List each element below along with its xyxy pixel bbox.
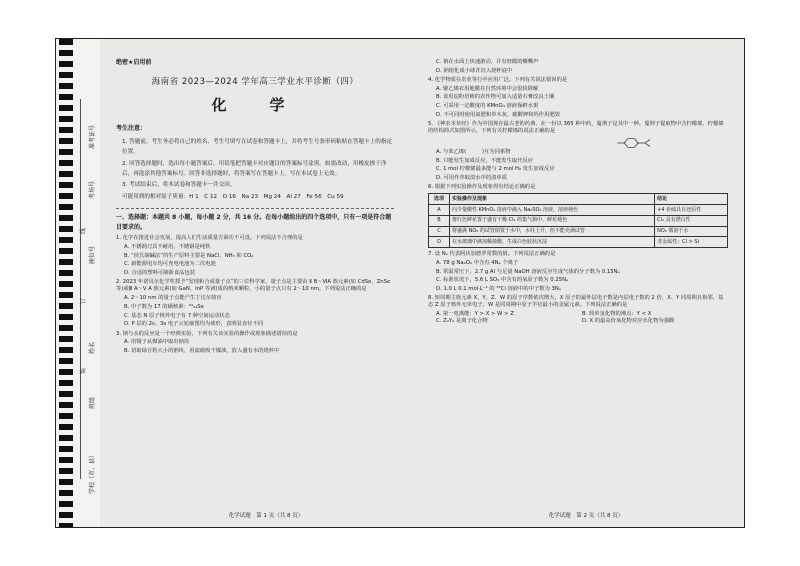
- option-c: C. 新能源电车均可充电电池为二次电池: [124, 261, 216, 268]
- table-cell: B: [429, 215, 450, 226]
- option-b: B. 只能发生加成反应，不能发生取代反应: [436, 157, 534, 164]
- table-cell: 向少量酸性 KMnO₄ 溶液中滴入 Na₂SO₃ 溶液，溶液褪色: [450, 205, 655, 216]
- table-cell: 在水玻璃中滴加稀盐酸，生成白色胶状沉淀: [450, 237, 655, 248]
- exam-title: 海南省 2023—2024 学年高三学业水平诊断（四）: [151, 77, 359, 88]
- option-b: B. 中子数为 17 的硒核素：⁶⁴₃₄Se: [124, 303, 204, 310]
- table-cell: 将红色鲜花置于盛有干燥 Cl₂ 的集气瓶中，鲜花褪色: [450, 215, 655, 226]
- option-a: A. 不锈钢刀具不耐用，不锈钢是纯铁: [124, 243, 211, 250]
- option-a: A. 用镊子从煤油中取出钠块: [124, 339, 190, 346]
- binding-label-room-no: 考场号: [89, 180, 96, 199]
- binding-label-seat-no: 座位号: [89, 245, 96, 264]
- option-d: D. 钠熔化成小球并沉入烧杯底中: [436, 67, 513, 74]
- divider: [116, 208, 394, 209]
- question-stem: 8. 短周期主族元素 X、Y、Z、W 的原子序数依次增大，X 原子的最外层电子数是内层电子数的 2 倍，X、Y 同周期且相邻，基态 Z 原子核外无单电子，W 是同周期中原子半径最小的金属元素。下列说法正确的是: [428, 295, 724, 309]
- page-footer-left: 化学试题 第 1 页（共 8 页）: [228, 513, 304, 519]
- option-a: A. 第一电离能：Y > X > W > Z: [436, 311, 514, 318]
- option-b: B. 常温常压下，2.7 g Al 与足量 NaOH 溶液反应生成气体的分子数为 0.15Nₐ: [436, 268, 620, 275]
- notice-item: 3. 考试结束后，将本试卷和答题卡一并交回。: [122, 182, 236, 189]
- question-2: [116, 279, 394, 328]
- option-a: A. 聚乙烯农用地膜在自然环境中会很快降解: [436, 85, 539, 92]
- section-heading: 一、选择题：本题共 8 小题，每小题 2 分，共 16 分。在每小题给出的四个选项中，只有一项是符合题目要求的。: [116, 214, 392, 231]
- question-7: [428, 251, 728, 293]
- subject-title: 化 学: [211, 95, 299, 114]
- table-header: 实验操作及现象: [450, 194, 655, 205]
- barcode-strip: [59, 39, 73, 527]
- option-b: B. “侯氏制碱法”的生产原料主要是 NaCl、NH₃ 和 CO₂: [124, 252, 254, 259]
- question-stem: 2. 2023 年诺贝尔化学奖授予“发现和合成量子点”的三位科学家，量子点是主要由 Ⅱ B～ⅥA 族元素(如 CdSe、ZnSe 等)或Ⅲ A～Ⅴ A 族元素(如 GaN、InP 等)组成的纳米颗粒，小的量子点只有 2～10 nm。下列说法正确的是: [116, 279, 391, 293]
- table-cell: C: [429, 226, 450, 237]
- option-c: C. 可采用一定酸度的 KMnO₄ 溶液保鲜水果: [436, 103, 539, 110]
- cut-word-zhuang: 装: [80, 367, 87, 374]
- question-5: [428, 121, 728, 182]
- cut-word-xian: 线: [80, 227, 87, 234]
- option-a: A. 78 g Na₂O₂ 中含有 4Nₐ 个离子: [436, 259, 519, 266]
- table-cell: 将盛满 NO₂ 的试管倒置于水中，水柱上升，但不能充满试管: [450, 226, 655, 237]
- notice-heading: 考生注意：: [116, 124, 147, 132]
- notice-item: 1. 答题前，考生务必将自己的姓名、考生号填写在试卷和答题卡上，并将考生号条形码粘贴在答题卡上的指定位置。: [122, 138, 393, 155]
- option-row: [428, 318, 728, 325]
- option-c: C. Z₃Y₂ 是离子化合物: [436, 318, 488, 325]
- question-4: [428, 77, 728, 119]
- table-row: [429, 215, 728, 226]
- option-b: B. 食用淀粉培植的农作物可加入适量石膏改良土壤: [436, 94, 555, 101]
- question-6: [428, 184, 728, 248]
- notice-list: [116, 137, 394, 202]
- right-page: [428, 59, 728, 325]
- option-c: C. 钠在水面上快速游动，并有轻微的嘶嘶声: [436, 59, 539, 65]
- notice-item: 2. 回答选择题时，选出每小题答案后，用铅笔把答题卡对应题目的答案标号涂黑。如需改动，用橡皮擦干净后，再选涂其他答案标号。回答非选择题时，将答案写在答题卡上。写在本试卷上无效。: [122, 160, 387, 177]
- option-d: D. 可用作萃取溴水中的溴单质: [436, 175, 508, 182]
- binding-strip: [56, 39, 100, 527]
- question-3: [116, 331, 394, 356]
- table-cell: 非金属性：Cl > Si: [655, 237, 728, 248]
- table-row: [429, 226, 728, 237]
- binding-label-school: 学校（市、县）: [89, 451, 96, 494]
- limonene-structure: [428, 137, 728, 149]
- question-stem: 3. 钠与水的反应是一个经典实验，下列有关该实验的操作或现象描述错误的是: [116, 330, 298, 337]
- question-stem: 5. 《神农本草经》作为中国现存最古老的药典，在一份以 365 种中药，蔓荆子是其中一种。蔓荆子提取物中含柠檬烯，柠檬烯的结构简式如图所示。下列有关柠檬烯的说法正确的是: [428, 120, 724, 135]
- limonene-structure-icon: [608, 137, 668, 149]
- option-d: D. 合适的塑料可制新食品包装: [124, 270, 196, 277]
- page-footer-right: 化学试题 第 2 页（共 8 页）: [548, 513, 624, 519]
- table-cell: D: [429, 237, 450, 248]
- table-cell: +4 价硫具有还原性: [655, 205, 728, 216]
- exam-sheet: [55, 38, 745, 528]
- option-d: D. X 的最高价氧化物对应水化物为强酸: [582, 318, 675, 325]
- question-stem: 7. 设 Nₐ 代表阿伏加德罗常数的值。下列说法正确的是: [428, 251, 556, 258]
- left-page: [116, 59, 394, 357]
- atomic-mass-line: 可能用到的相对原子质量：H 1 C 12 O 16 Na 23 Mg 24 Al 27 Fe 56 Cu 59: [122, 194, 344, 200]
- question-1: [116, 235, 394, 277]
- table-header: 选项: [429, 194, 450, 205]
- option-d: D. P 层的 2s、3s 电子云轮廓图均为球形，意明显直径不同: [124, 321, 264, 328]
- option-c: C. 标准状况下，5.6 L SO₃ 中含有的氧原子数为 0.25Nₐ: [436, 277, 569, 284]
- cut-word-ding: 订: [80, 297, 87, 304]
- option-b: B. 切取绿豆粒大小的钠块，用滤纸吸干煤油，放入盛有水的烧杯中: [124, 348, 280, 355]
- question-stem: 6. 根据下列实验操作及现象得出结论正确的是: [428, 184, 536, 191]
- table-row: [429, 205, 728, 216]
- table-row: [429, 237, 728, 248]
- binding-label-exam-no: 准考证号: [89, 124, 96, 149]
- question-8: [428, 295, 728, 325]
- option-d: D. 不可同时使用氮肥和草木灰，碳酸钾和钙作用肥效: [436, 111, 560, 118]
- option-c: C. 1 mol 柠檬烯最多能与 2 mol H₂ 发生加成反应: [436, 166, 555, 173]
- table-cell: Cl₂ 具有漂白性: [655, 215, 728, 226]
- table-cell: A: [429, 205, 450, 216]
- binding-label-name: 姓名: [89, 341, 96, 354]
- binding-label-class: 班级: [89, 396, 96, 409]
- table-header-row: [429, 194, 728, 205]
- option-a: A. 2～10 nm 的量子点能产生丁达尔效应: [124, 295, 222, 302]
- question-stem: 4. 化学物质在农业等行中应用广泛。下列有关说法错误的是: [428, 76, 568, 83]
- table-cell: NO₂ 微溶于水: [655, 226, 728, 237]
- option-d: D. 1.0 L 0.1 mol·L⁻¹ 的 ³⁵Cl 溶液中的中子数为 3Nₐ: [436, 286, 561, 292]
- option-b: B. 简单氢化物的沸点：Y < X: [582, 311, 652, 318]
- question-stem: 1. 化学在推进社会发展，提高人们生活质量方面功不可没。下列说法不合理的是: [116, 235, 303, 242]
- table-header: 结论: [655, 194, 728, 205]
- experiment-table: [428, 193, 728, 248]
- confidential-mark: 绝密★启用前: [116, 59, 152, 66]
- option-a: A. 与苯乙烯( )互为同系物: [436, 148, 511, 155]
- option-c: C. 基态 N 原子核外电子有 7 种空间运动状态: [124, 312, 230, 319]
